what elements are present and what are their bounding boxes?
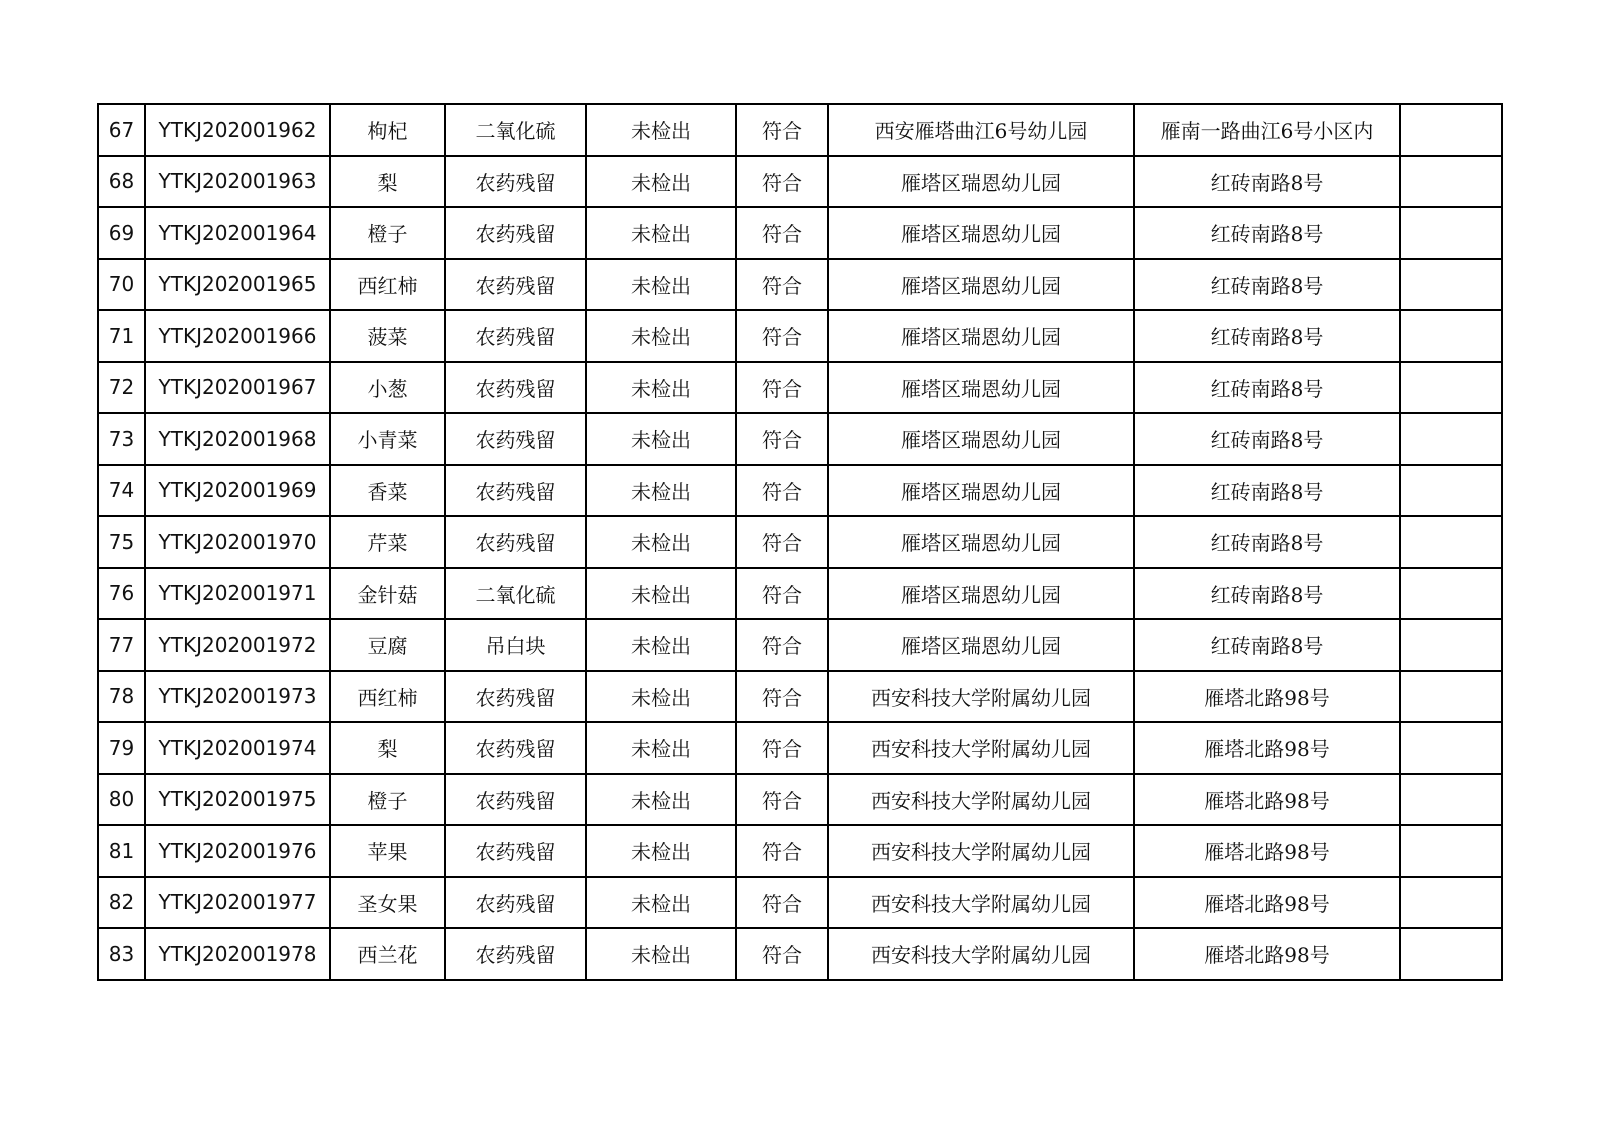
- cell-test-item: 农药残留: [445, 516, 586, 568]
- cell-verdict: 符合: [736, 774, 828, 826]
- cell-sequence-number: 80: [98, 774, 145, 826]
- cell-remarks: [1400, 465, 1502, 517]
- cell-test-item: 农药残留: [445, 928, 586, 980]
- cell-verdict: 符合: [736, 362, 828, 414]
- cell-sample-name: 西红柿: [330, 671, 445, 723]
- cell-sample-code: YTKJ202001964: [145, 207, 330, 259]
- cell-sampled-unit: 雁塔区瑞恩幼儿园: [828, 413, 1134, 465]
- cell-sequence-number: 78: [98, 671, 145, 723]
- cell-test-item: 农药残留: [445, 877, 586, 929]
- cell-sample-code: YTKJ202001962: [145, 104, 330, 156]
- cell-sampled-unit: 雁塔区瑞恩幼儿园: [828, 619, 1134, 671]
- cell-unit-address: 雁塔北路98号: [1134, 825, 1400, 877]
- cell-sample-code: YTKJ202001963: [145, 156, 330, 208]
- cell-test-item: 农药残留: [445, 207, 586, 259]
- table-row: [98, 722, 1502, 774]
- cell-sample-name: 豆腐: [330, 619, 445, 671]
- cell-sample-code: YTKJ202001976: [145, 825, 330, 877]
- cell-sampled-unit: 西安科技大学附属幼儿园: [828, 774, 1134, 826]
- cell-sequence-number: 81: [98, 825, 145, 877]
- cell-unit-address: 红砖南路8号: [1134, 310, 1400, 362]
- cell-sampled-unit: 西安雁塔曲江6号幼儿园: [828, 104, 1134, 156]
- cell-remarks: [1400, 310, 1502, 362]
- cell-sample-name: 梨: [330, 156, 445, 208]
- cell-verdict: 符合: [736, 104, 828, 156]
- cell-test-item: 农药残留: [445, 310, 586, 362]
- cell-sequence-number: 69: [98, 207, 145, 259]
- cell-verdict: 符合: [736, 619, 828, 671]
- cell-test-result: 未检出: [586, 722, 736, 774]
- cell-sequence-number: 79: [98, 722, 145, 774]
- table-row: [98, 774, 1502, 826]
- table-row: [98, 671, 1502, 723]
- cell-sequence-number: 83: [98, 928, 145, 980]
- cell-sample-name: 小葱: [330, 362, 445, 414]
- cell-test-result: 未检出: [586, 774, 736, 826]
- cell-sample-name: 小青菜: [330, 413, 445, 465]
- table-row: [98, 568, 1502, 620]
- cell-sample-name: 西红柿: [330, 259, 445, 311]
- cell-verdict: 符合: [736, 671, 828, 723]
- cell-sample-name: 芹菜: [330, 516, 445, 568]
- cell-sample-code: YTKJ202001965: [145, 259, 330, 311]
- cell-verdict: 符合: [736, 568, 828, 620]
- cell-test-item: 二氧化硫: [445, 104, 586, 156]
- table-row: [98, 465, 1502, 517]
- cell-test-result: 未检出: [586, 310, 736, 362]
- cell-unit-address: 红砖南路8号: [1134, 362, 1400, 414]
- cell-sequence-number: 72: [98, 362, 145, 414]
- table-row: [98, 825, 1502, 877]
- table-row: [98, 516, 1502, 568]
- cell-verdict: 符合: [736, 722, 828, 774]
- cell-sampled-unit: 雁塔区瑞恩幼儿园: [828, 362, 1134, 414]
- cell-sample-code: YTKJ202001967: [145, 362, 330, 414]
- table-row: [98, 156, 1502, 208]
- cell-sample-name: 香菜: [330, 465, 445, 517]
- cell-test-result: 未检出: [586, 568, 736, 620]
- cell-sample-code: YTKJ202001973: [145, 671, 330, 723]
- cell-sampled-unit: 雁塔区瑞恩幼儿园: [828, 156, 1134, 208]
- cell-verdict: 符合: [736, 413, 828, 465]
- cell-remarks: [1400, 877, 1502, 929]
- cell-remarks: [1400, 259, 1502, 311]
- cell-test-result: 未检出: [586, 362, 736, 414]
- cell-remarks: [1400, 568, 1502, 620]
- cell-test-result: 未检出: [586, 619, 736, 671]
- cell-test-result: 未检出: [586, 104, 736, 156]
- cell-sampled-unit: 雁塔区瑞恩幼儿园: [828, 465, 1134, 517]
- cell-unit-address: 雁塔北路98号: [1134, 671, 1400, 723]
- cell-sampled-unit: 雁塔区瑞恩幼儿园: [828, 207, 1134, 259]
- cell-sample-name: 圣女果: [330, 877, 445, 929]
- cell-test-item: 农药残留: [445, 362, 586, 414]
- cell-unit-address: 雁塔北路98号: [1134, 928, 1400, 980]
- cell-sequence-number: 68: [98, 156, 145, 208]
- cell-remarks: [1400, 928, 1502, 980]
- inspection-results-table: [97, 103, 1503, 981]
- cell-sample-name: 菠菜: [330, 310, 445, 362]
- cell-verdict: 符合: [736, 259, 828, 311]
- cell-unit-address: 雁塔北路98号: [1134, 722, 1400, 774]
- cell-sampled-unit: 雁塔区瑞恩幼儿园: [828, 310, 1134, 362]
- cell-remarks: [1400, 671, 1502, 723]
- cell-sample-code: YTKJ202001971: [145, 568, 330, 620]
- cell-unit-address: 红砖南路8号: [1134, 207, 1400, 259]
- cell-test-item: 农药残留: [445, 722, 586, 774]
- cell-test-item: 二氧化硫: [445, 568, 586, 620]
- cell-unit-address: 红砖南路8号: [1134, 568, 1400, 620]
- table-row: [98, 877, 1502, 929]
- table-row: [98, 362, 1502, 414]
- cell-test-item: 农药残留: [445, 259, 586, 311]
- cell-remarks: [1400, 619, 1502, 671]
- cell-remarks: [1400, 104, 1502, 156]
- cell-sample-code: YTKJ202001974: [145, 722, 330, 774]
- table-row: [98, 207, 1502, 259]
- cell-test-item: 农药残留: [445, 825, 586, 877]
- cell-sample-code: YTKJ202001969: [145, 465, 330, 517]
- cell-test-item: 吊白块: [445, 619, 586, 671]
- cell-test-result: 未检出: [586, 207, 736, 259]
- cell-remarks: [1400, 156, 1502, 208]
- cell-unit-address: 红砖南路8号: [1134, 413, 1400, 465]
- cell-unit-address: 红砖南路8号: [1134, 156, 1400, 208]
- cell-sample-code: YTKJ202001966: [145, 310, 330, 362]
- cell-verdict: 符合: [736, 310, 828, 362]
- cell-sample-name: 枸杞: [330, 104, 445, 156]
- table-body: [98, 104, 1502, 980]
- cell-remarks: [1400, 516, 1502, 568]
- cell-sequence-number: 70: [98, 259, 145, 311]
- table-row: [98, 104, 1502, 156]
- cell-sample-name: 橙子: [330, 774, 445, 826]
- cell-test-result: 未检出: [586, 156, 736, 208]
- table-row: [98, 413, 1502, 465]
- table-row: [98, 310, 1502, 362]
- cell-sampled-unit: 西安科技大学附属幼儿园: [828, 928, 1134, 980]
- cell-sampled-unit: 雁塔区瑞恩幼儿园: [828, 259, 1134, 311]
- cell-sampled-unit: 西安科技大学附属幼儿园: [828, 877, 1134, 929]
- cell-sequence-number: 76: [98, 568, 145, 620]
- cell-sample-code: YTKJ202001968: [145, 413, 330, 465]
- cell-verdict: 符合: [736, 156, 828, 208]
- cell-sampled-unit: 西安科技大学附属幼儿园: [828, 825, 1134, 877]
- cell-sample-name: 梨: [330, 722, 445, 774]
- cell-sample-name: 橙子: [330, 207, 445, 259]
- cell-sampled-unit: 雁塔区瑞恩幼儿园: [828, 516, 1134, 568]
- cell-test-item: 农药残留: [445, 671, 586, 723]
- cell-sequence-number: 75: [98, 516, 145, 568]
- cell-sampled-unit: 西安科技大学附属幼儿园: [828, 722, 1134, 774]
- cell-verdict: 符合: [736, 207, 828, 259]
- cell-remarks: [1400, 362, 1502, 414]
- cell-test-result: 未检出: [586, 413, 736, 465]
- cell-test-result: 未检出: [586, 877, 736, 929]
- table-row: [98, 259, 1502, 311]
- cell-remarks: [1400, 722, 1502, 774]
- inspection-results-page: [97, 103, 1501, 981]
- cell-unit-address: 红砖南路8号: [1134, 465, 1400, 517]
- cell-remarks: [1400, 413, 1502, 465]
- cell-sample-code: YTKJ202001977: [145, 877, 330, 929]
- cell-test-result: 未检出: [586, 671, 736, 723]
- table-row: [98, 928, 1502, 980]
- cell-sampled-unit: 西安科技大学附属幼儿园: [828, 671, 1134, 723]
- cell-sample-name: 西兰花: [330, 928, 445, 980]
- cell-unit-address: 雁塔北路98号: [1134, 877, 1400, 929]
- cell-sequence-number: 67: [98, 104, 145, 156]
- table-row: [98, 619, 1502, 671]
- cell-test-result: 未检出: [586, 516, 736, 568]
- cell-sample-name: 苹果: [330, 825, 445, 877]
- cell-unit-address: 雁塔北路98号: [1134, 774, 1400, 826]
- cell-sample-code: YTKJ202001970: [145, 516, 330, 568]
- cell-sample-name: 金针菇: [330, 568, 445, 620]
- cell-test-item: 农药残留: [445, 156, 586, 208]
- cell-unit-address: 雁南一路曲江6号小区内: [1134, 104, 1400, 156]
- cell-test-item: 农药残留: [445, 774, 586, 826]
- cell-sequence-number: 73: [98, 413, 145, 465]
- cell-sequence-number: 82: [98, 877, 145, 929]
- cell-sampled-unit: 雁塔区瑞恩幼儿园: [828, 568, 1134, 620]
- cell-sequence-number: 71: [98, 310, 145, 362]
- cell-sample-code: YTKJ202001975: [145, 774, 330, 826]
- cell-sequence-number: 74: [98, 465, 145, 517]
- cell-verdict: 符合: [736, 465, 828, 517]
- cell-unit-address: 红砖南路8号: [1134, 619, 1400, 671]
- cell-test-result: 未检出: [586, 928, 736, 980]
- cell-remarks: [1400, 825, 1502, 877]
- cell-remarks: [1400, 774, 1502, 826]
- cell-verdict: 符合: [736, 928, 828, 980]
- cell-test-item: 农药残留: [445, 413, 586, 465]
- cell-test-result: 未检出: [586, 825, 736, 877]
- cell-verdict: 符合: [736, 825, 828, 877]
- cell-test-result: 未检出: [586, 259, 736, 311]
- cell-unit-address: 红砖南路8号: [1134, 516, 1400, 568]
- cell-remarks: [1400, 207, 1502, 259]
- cell-test-result: 未检出: [586, 465, 736, 517]
- cell-verdict: 符合: [736, 516, 828, 568]
- cell-sequence-number: 77: [98, 619, 145, 671]
- cell-sample-code: YTKJ202001978: [145, 928, 330, 980]
- cell-unit-address: 红砖南路8号: [1134, 259, 1400, 311]
- cell-sample-code: YTKJ202001972: [145, 619, 330, 671]
- cell-verdict: 符合: [736, 877, 828, 929]
- cell-test-item: 农药残留: [445, 465, 586, 517]
